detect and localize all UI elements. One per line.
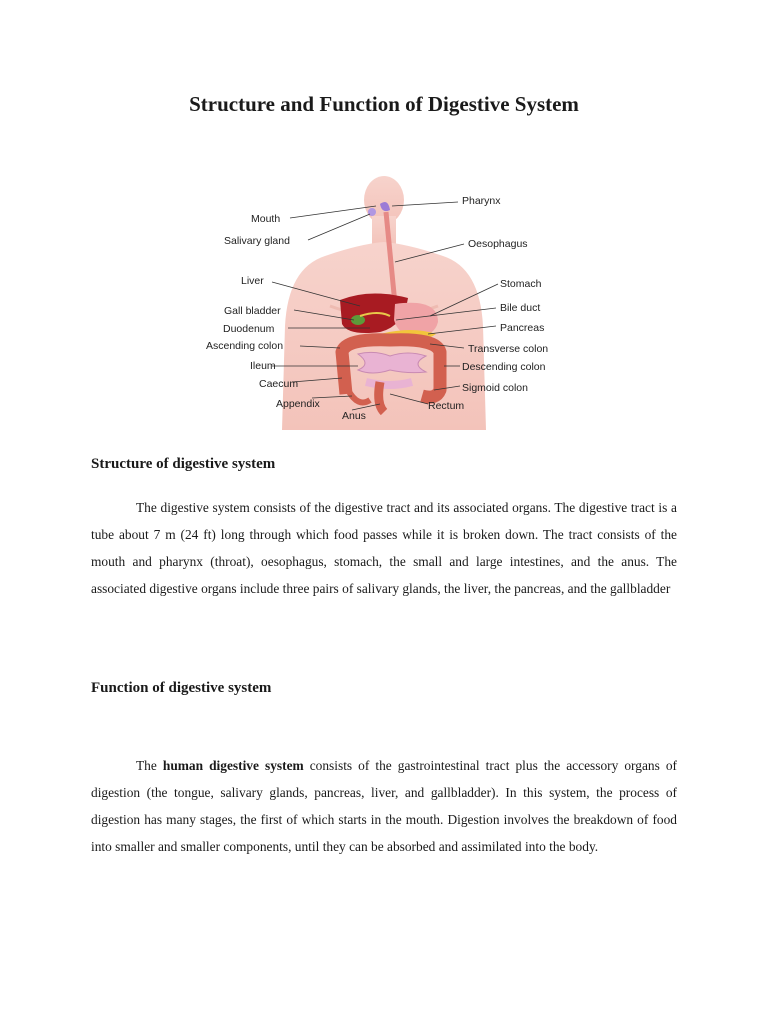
function-paragraph bbox=[91, 752, 677, 860]
label-liver: Liver bbox=[241, 275, 264, 287]
section-heading-structure: Structure of digestive system bbox=[91, 456, 276, 472]
label-rectum: Rectum bbox=[428, 400, 465, 412]
label-ascending-colon: Ascending colon bbox=[206, 340, 284, 352]
page-title: Structure and Function of Digestive System bbox=[189, 92, 579, 116]
small-intestine-shape bbox=[358, 352, 426, 373]
label-appendix: Appendix bbox=[276, 398, 320, 410]
label-transverse-colon: Transverse colon bbox=[468, 343, 549, 355]
diagram-illustration bbox=[190, 176, 578, 430]
label-salivary-gland: Salivary gland bbox=[224, 235, 290, 247]
label-pancreas: Pancreas bbox=[500, 322, 545, 334]
label-sigmoid-colon: Sigmoid colon bbox=[462, 382, 528, 394]
ileum-shape bbox=[366, 382, 412, 385]
structure-paragraph: The digestive system consists of the digestive tract and its associated organs. The digestive tract is a tube about 7 m (24 ft) long through which food passes while it is broken down. The tract consists of the mouth and pharynx (throat), oesophagus, stomach, the small and large intestines, and the anus. The associated digestive organs include three pairs of salivary glands, the liver, the pancreas, and the gallbladder bbox=[91, 500, 677, 596]
label-stomach: Stomach bbox=[500, 278, 542, 290]
label-gall-bladder: Gall bladder bbox=[224, 305, 281, 317]
section-heading-function: Function of digestive system bbox=[91, 680, 272, 696]
label-anus: Anus bbox=[342, 410, 366, 422]
label-duodenum: Duodenum bbox=[223, 323, 275, 335]
label-pharynx: Pharynx bbox=[462, 195, 501, 207]
function-paragraph-lead: The bbox=[136, 758, 163, 773]
function-paragraph-bold-term: human digestive system bbox=[162, 758, 304, 773]
label-oesophagus: Oesophagus bbox=[468, 238, 528, 250]
label-mouth: Mouth bbox=[251, 213, 281, 225]
label-caecum: Caecum bbox=[259, 378, 299, 390]
digestive-system-diagram bbox=[190, 176, 578, 430]
function-paragraph-rest: consists of the gastrointestinal tract plus the accessory organs of digestion (the tongue, salivary glands, pancreas, liver, and gallbladder). In this system, the process of digestion has many stages, the first of which starts in the mouth. Digestion involves the breakdown of food into smaller and smaller components, until they can be absorbed and assimilated into the body. bbox=[91, 758, 677, 854]
label-descending-colon: Descending colon bbox=[462, 361, 546, 373]
salivary-gland-shape bbox=[368, 208, 376, 216]
label-ileum: Ileum bbox=[250, 360, 276, 372]
label-bile-duct: Bile duct bbox=[500, 302, 541, 314]
